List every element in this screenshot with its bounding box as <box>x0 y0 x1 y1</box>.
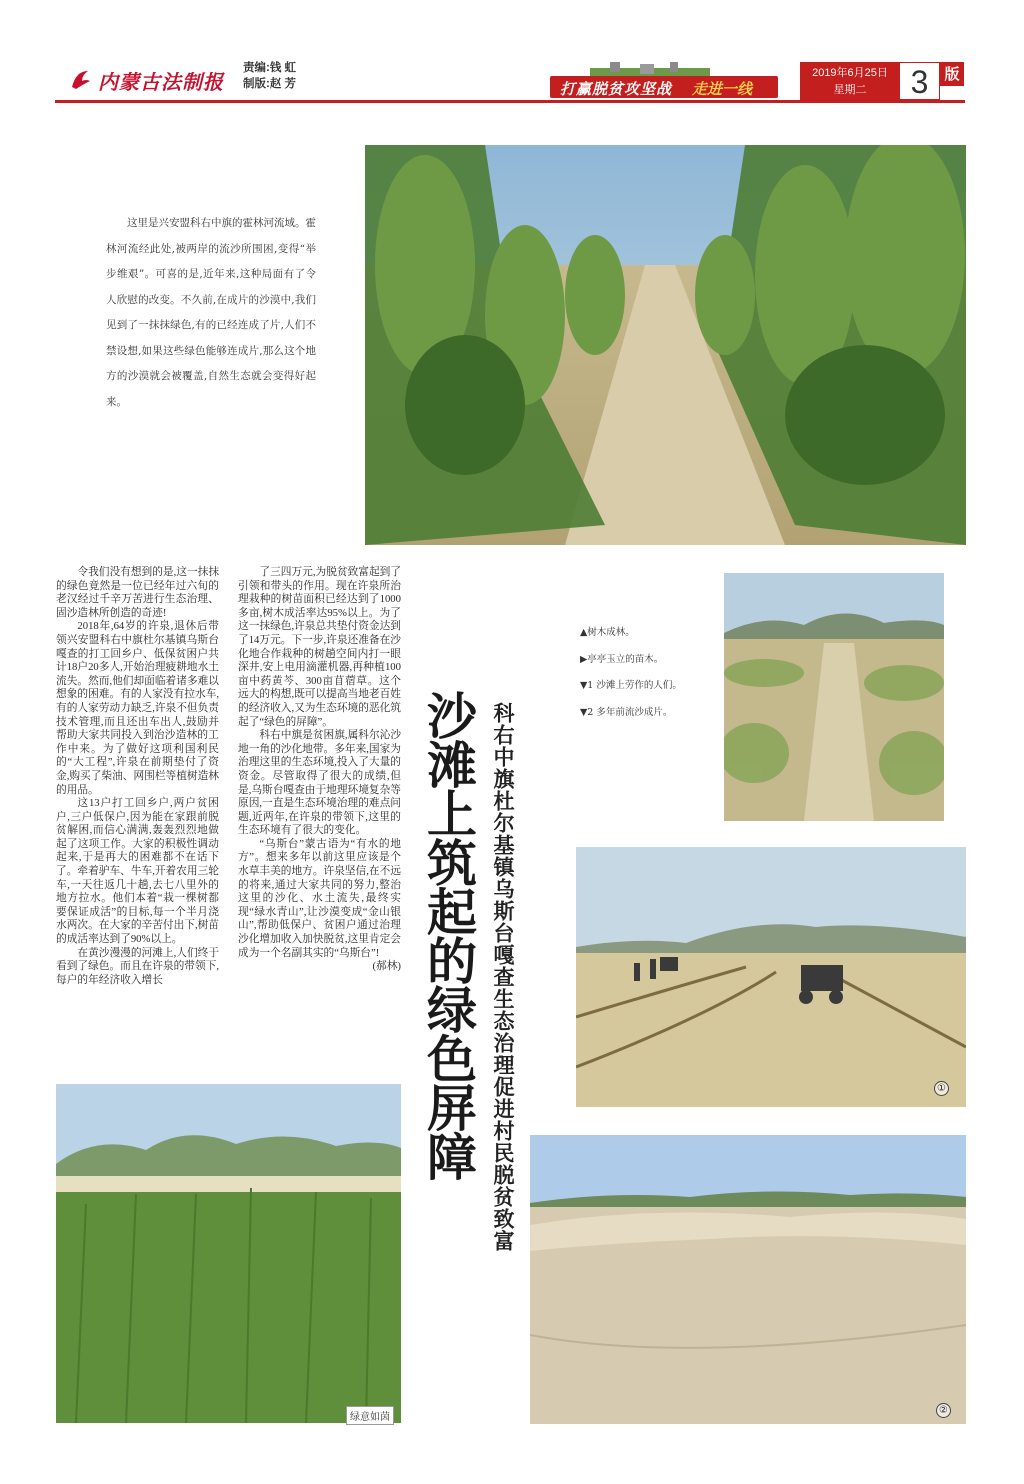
article-subheadline: 科右中旗杜尔基镇乌斯台嘎查生态治理促进村民脱贫致富 <box>491 702 515 1252</box>
caption-sand: ▼2 多年前流沙成片。 <box>580 706 673 718</box>
newspaper-name: 内蒙古法制报 <box>98 69 224 94</box>
caption-workers: ▼1 沙滩上劳作的人们。 <box>580 680 682 691</box>
article-column-1 <box>56 566 219 987</box>
page-number: 3 <box>900 62 940 100</box>
date-block <box>800 62 900 100</box>
campaign-banner <box>550 62 778 98</box>
issue-weekday: 星期二 <box>833 84 867 96</box>
article-paragraph: “乌斯台”蒙古语为“有水的地方”。想来多年以前这里应该是个水草丰美的地方。许泉坚信,在不远的将来,通过大家共同的努力,整治这里的沙化、水土流失,最终实现“绿水青山”,让沙漠变成“金山银山”,帮助低保户、贫困户通过治理沙化增加收入加快脱贫,这里肯定会成为一个名副其实的“乌斯台”! <box>238 837 401 959</box>
caption-saplings: ▶亭亭玉立的苗木。 <box>580 653 664 665</box>
banner-column-name: 走进一线 <box>692 80 753 98</box>
photo-workers-tractor <box>576 847 966 1107</box>
photo-tree-rows <box>365 145 966 545</box>
article-paragraph: 2018年,64岁的许泉,退休后带领兴安盟科右中旗杜尔基镇乌斯台嘎查的打工回乡户、低保贫困户共计18户20多人,开始治理疲耕地水土流失。然而,他们却面临着诸多难以想象的困难。有的人家没有拉水车,有的人家劳动力缺乏,许泉不但负责技术管理,而且还出车出人,鼓励并帮助大家共同投入到治沙造林的工作中来。为了做好这项利国利民的“大工程”,许泉在前期垫付了资金,购买了柴油、网围栏等植树造林的用品。 <box>56 620 219 796</box>
photo-saplings-landscape <box>724 573 944 821</box>
article-paragraph: 科右中旗是贫困旗,属科尔沁沙地一角的沙化地带。多年来,国家为治理这里的生态环境,投入了大量的资金。尽管取得了很大的成绩,但是,乌斯台嘎查由于地理环境复杂等原因,一直是生态环境治理的难点问题,近两年,在许泉的带领下,这里的生态环境有了很大的变化。 <box>238 729 402 837</box>
banner-slogan: 打赢脱贫攻坚战 <box>560 80 673 98</box>
article-paragraph: 了三四万元,为脱贫致富起到了引领和带头的作用。现在许泉所治理栽种的树苗面积已经达到了1000多亩,树木成活率达95%以上。为了这一抹绿色,许泉总共垫付资金达到了14万元。下一步,许泉还准备在沙化地合作栽种的树趟空间内打一眼深井,安上电用滴灌机器,再种植100亩中药黄芩、300亩苜蓿草。这个远大的构想,既可以提高当地老百姓的经济收入,又为生态环境的恶化筑起了“绿色的屏障”。 <box>238 566 402 728</box>
article-paragraph: 这13户打工回乡户,两户贫困户,三户低保户,因为能在家跟前脱贫解困,而信心满满,轰轰烈烈地做起了这项工作。大家的积极性调动起来,于是再大的困难都不在话下了。牵着驴车、牛车,开着农用三轮车,一天往返几十趟,去七八里外的地方拉水。他们本着“栽一棵树都要保证成活”的目标,每一个半月浇水两次。在大家的辛苦付出下,树苗的成活率达到了90%以上。 <box>56 797 219 946</box>
article-paragraph: 在黄沙漫漫的河滩上,人们终于看到了绿色。而且在许泉的带领下,每户的年经济收入增长 <box>56 946 220 986</box>
intro-paragraph: 这里是兴安盟科右中旗的霍林河流域。霍林河流经此处,被两岸的流沙所围困,变得“举步维艰”。可喜的是,近年来,这种局面有了令人欣慰的改变。不久前,在成片的沙漠中,我们见到了一抹抹绿色,有的已经连成了片,人们不禁设想,如果这些绿色能够连成片,那么这个地方的沙漠就会被覆盖,自然生态就会变得好起来。 <box>106 217 316 408</box>
masthead-rule <box>55 100 965 103</box>
photo-number-badge-1: ① <box>934 1081 949 1096</box>
photo-credit-label: 绿意如茵 <box>346 1406 394 1425</box>
caption-trees: ▲树木成林。 <box>580 627 635 638</box>
article-paragraph: 令我们没有想到的是,这一抹抹的绿色竟然是一位已经年过六旬的老汉经过千辛万苦进行生态治理、固沙造林所创造的奇迹! <box>56 566 220 619</box>
editor-line: 责编:钱 虹 <box>243 62 297 74</box>
issue-date: 2019年6月25日 <box>812 67 888 79</box>
article-headline: 沙滩上筑起的绿色屏障 <box>419 690 478 1180</box>
article-column-2 <box>238 566 401 974</box>
photo-green-grass <box>56 1084 401 1423</box>
layout-line: 制版:赵 芳 <box>243 78 297 90</box>
newspaper-emblem-icon <box>68 67 94 93</box>
photo-captions <box>580 626 700 732</box>
newspaper-logo <box>68 62 228 98</box>
editor-credits <box>243 60 296 92</box>
page-label: 版 <box>940 62 964 86</box>
photo-sand-dunes <box>530 1135 966 1424</box>
article-author: (郝林) <box>372 960 401 973</box>
photo-number-badge-2: ② <box>936 1403 951 1418</box>
